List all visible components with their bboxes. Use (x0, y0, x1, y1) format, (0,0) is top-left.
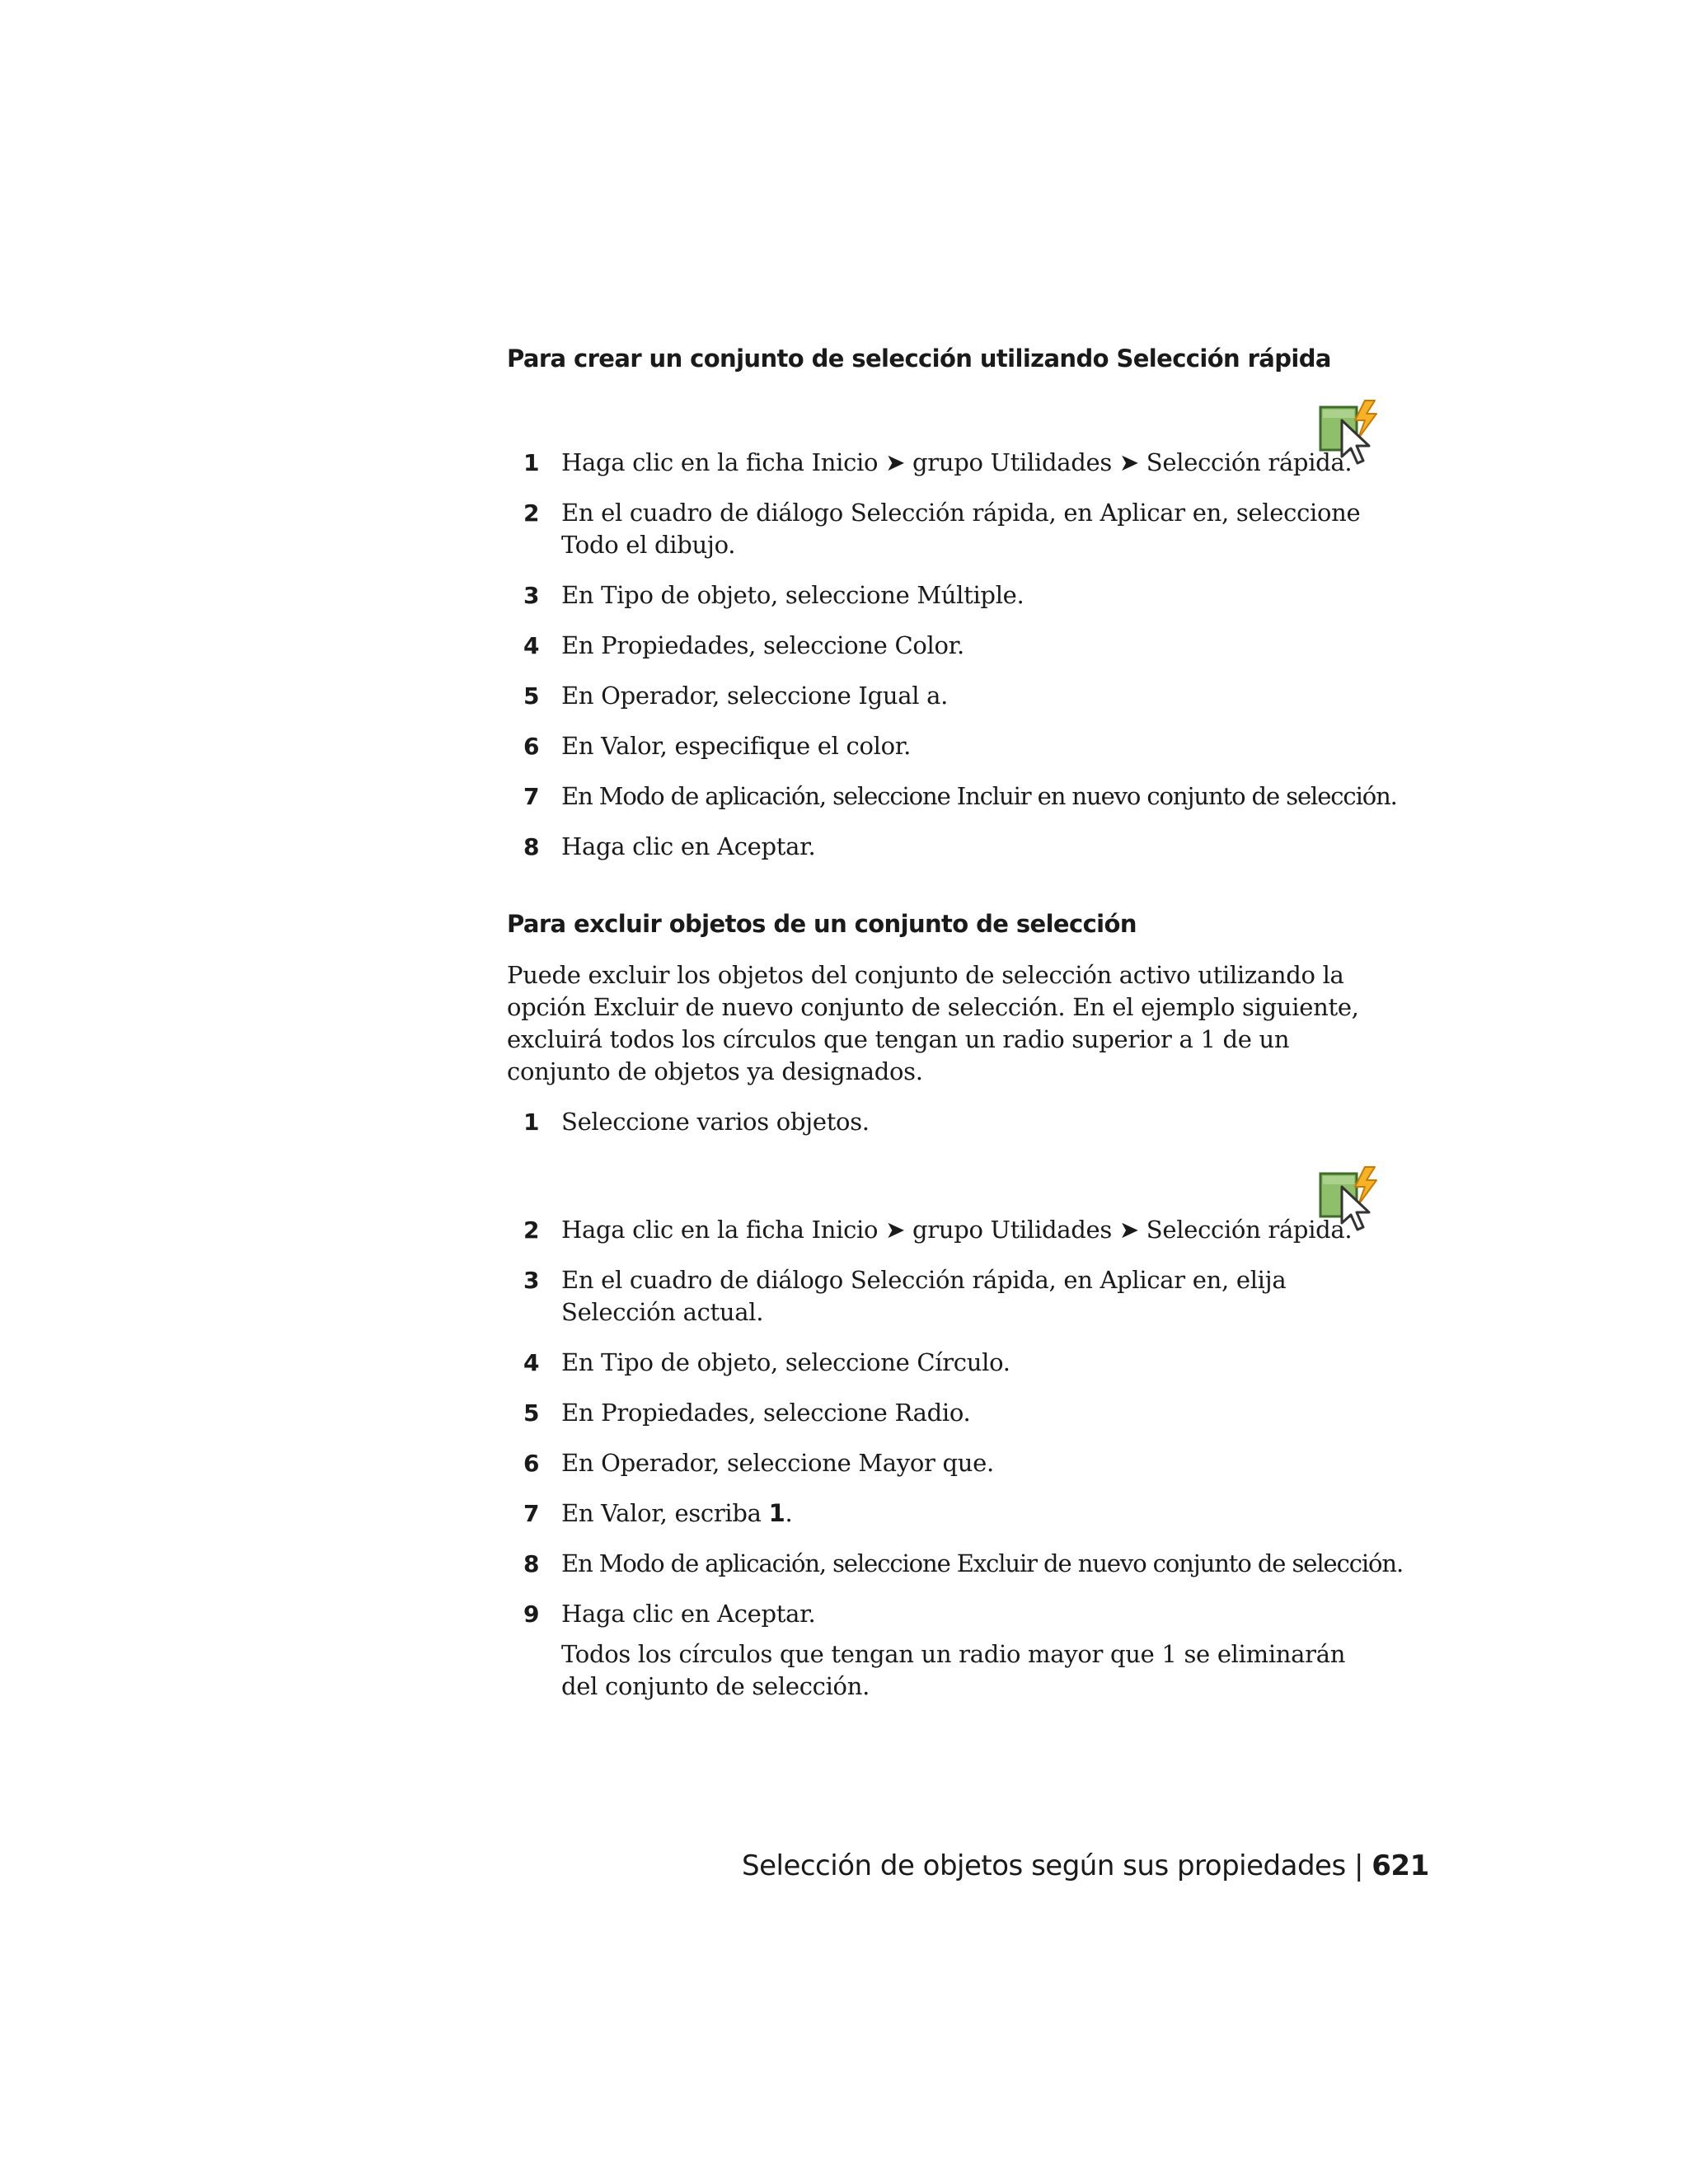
step-text: En el cuadro de diálogo Selección rápida, en Aplicar en, elija Selección actual. (561, 1266, 1287, 1326)
arrow-separator: ➤ (1118, 1216, 1139, 1244)
step-number: 2 (523, 499, 540, 527)
section-heading-exclude-objects: Para excluir objetos de un conjunto de selección (507, 910, 1137, 938)
step-text: Seleccione varios objetos. (561, 1108, 870, 1136)
page-footer (742, 1849, 1429, 1882)
step-number: 1 (523, 1108, 540, 1136)
section-heading-create-selection-set: Para crear un conjunto de selección utilizando Selección rápida (507, 344, 1331, 373)
step-text: En Operador, seleccione Igual a. (561, 682, 948, 710)
arrow-separator: ➤ (1118, 448, 1139, 476)
step-number: 9 (523, 1601, 540, 1628)
step-text: En Propiedades, seleccione Radio. (561, 1399, 971, 1427)
step-text-part: grupo Utilidades (912, 448, 1112, 476)
step-number: 5 (523, 1399, 540, 1427)
step-text-part: Haga clic en la ficha Inicio (561, 448, 879, 476)
step-text: Haga clic en Aceptar. (561, 832, 816, 860)
step-text-part: Selección rápida. (1146, 448, 1353, 476)
step-number: 1 (523, 449, 540, 476)
step-text: En Tipo de objeto, seleccione Círculo. (561, 1348, 1010, 1376)
step-text: En Tipo de objeto, seleccione Múltiple. (561, 581, 1025, 609)
step-number: 3 (523, 582, 540, 609)
step-number: 4 (523, 632, 540, 659)
step-text-part: grupo Utilidades (912, 1216, 1112, 1244)
step-number: 8 (523, 1550, 540, 1577)
step-number: 3 (523, 1267, 540, 1294)
arrow-separator: ➤ (885, 448, 906, 476)
arrow-separator: ➤ (885, 1216, 906, 1244)
step-text: En Propiedades, seleccione Color. (561, 631, 964, 659)
footer-separator: | (1353, 1849, 1363, 1882)
step-text-part: . (785, 1499, 793, 1527)
step-number: 8 (523, 833, 540, 860)
step-number: 7 (523, 1500, 540, 1527)
step-number: 5 (523, 682, 540, 710)
step-number: 6 (523, 1450, 540, 1477)
intro-paragraph: Puede excluir los objetos del conjunto de selección activo utilizando la opción Excluir de nuevo conjunto de selección. En el ejemplo siguiente, excluirá todos los círculos que tengan un radio superior a 1 de un conjunto de objetos ya designados. (507, 961, 1359, 1085)
step-text: En Modo de aplicación, seleccione Incluir en nuevo conjunto de selección. (561, 782, 1397, 810)
step-text-part: Haga clic en la ficha Inicio (561, 1216, 879, 1244)
step-number: 6 (523, 733, 540, 760)
step-number: 7 (523, 783, 540, 810)
step-text-part: Selección rápida. (1146, 1216, 1353, 1244)
step-text: En Valor, especifique el color. (561, 732, 912, 760)
step-text: En Operador, seleccione Mayor que. (561, 1449, 994, 1477)
step-text-part: En Valor, escriba (561, 1499, 762, 1527)
entered-value: 1 (768, 1499, 785, 1527)
step-text (561, 447, 1402, 479)
page-number: 621 (1372, 1849, 1429, 1882)
step-text: En el cuadro de diálogo Selección rápida, en Aplicar en, seleccione Todo el dibujo. (561, 499, 1361, 559)
step-text: En Modo de aplicación, seleccione Excluir de nuevo conjunto de selección. (561, 1549, 1404, 1577)
step-result-text: Todos los círculos que tengan un radio mayor que 1 se eliminarán del conjunto de selección. (561, 1640, 1346, 1700)
footer-title: Selección de objetos según sus propiedades (742, 1849, 1346, 1882)
step-text: Haga clic en Aceptar. (561, 1600, 816, 1628)
step-text (561, 1497, 1402, 1530)
step-text (561, 1214, 1402, 1246)
step-number: 2 (523, 1216, 540, 1244)
step-number: 4 (523, 1349, 540, 1376)
